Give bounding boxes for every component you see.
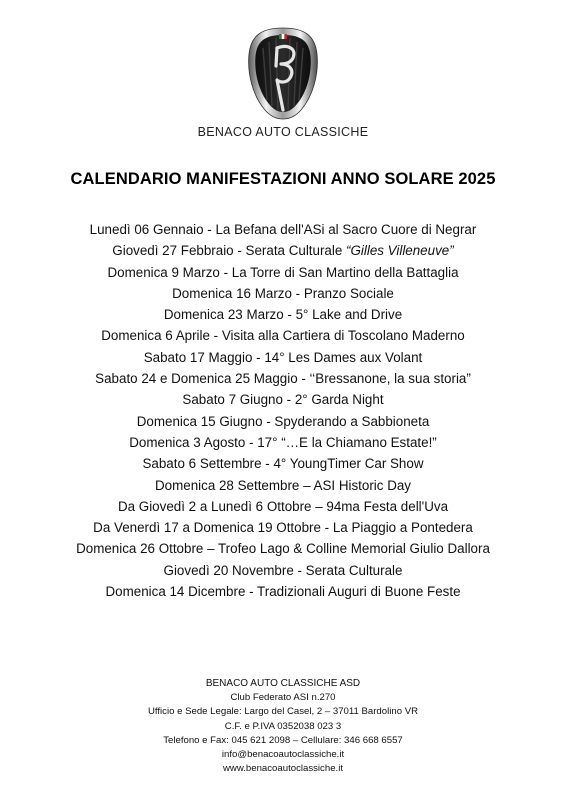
footer-org-name: BENACO AUTO CLASSICHE ASD	[205, 678, 361, 689]
event-text: Sabato 6 Settembre - 4° YoungTimer Car Show	[142, 456, 424, 472]
footer-email-link[interactable]: info@benacoautoclassiche.it	[221, 749, 345, 761]
footer-phone: Telefono e Fax: 045 621 2098 – Cellulare: 346 668 6557	[163, 734, 403, 746]
event-item	[0, 325, 566, 346]
footer-club: Club Federato ASI n.270	[230, 692, 336, 704]
event-item	[0, 389, 566, 410]
event-text: Domenica 26 Ottobre – Trofeo Lago & Colline Memorial Giulio Dallora	[76, 541, 490, 557]
event-item	[0, 219, 566, 240]
event-text: Domenica 3 Agosto - 17° “…E la Chiamano Estate!”	[129, 434, 437, 450]
event-text: Domenica 15 Giugno - Spyderando a Sabbioneta	[136, 413, 430, 429]
event-highlight: “Gilles Villeneuve”	[346, 243, 454, 259]
event-item	[0, 304, 566, 325]
event-item	[0, 411, 566, 432]
benaco-radiator-grille-logo-icon	[243, 26, 323, 121]
event-text: Domenica 14 Dicembre - Tradizionali Auguri di Buone Feste	[105, 584, 461, 600]
event-text: Sabato 7 Giugno - 2° Garda Night	[182, 392, 384, 408]
event-item	[0, 475, 566, 496]
brand-name: BENACO AUTO CLASSICHE	[197, 125, 369, 139]
footer	[0, 677, 566, 776]
event-text: Giovedì 27 Febbraio - Serata Culturale	[112, 243, 347, 259]
event-text: Domenica 16 Marzo - Pranzo Sociale	[172, 285, 394, 301]
event-text: Giovedì 20 Novembre - Serata Culturale	[163, 562, 403, 578]
event-item	[0, 538, 566, 559]
footer-tax-id: C.F. e P.IVA 0352038 023 3	[224, 720, 342, 732]
event-text: Sabato 24 e Domenica 25 Maggio - ‘‘Bressanone, la sua storia”	[95, 371, 471, 387]
page-title: CALENDARIO MANIFESTAZIONI ANNO SOLARE 2025	[70, 170, 496, 188]
event-text: Domenica 9 Marzo - La Torre di San Martino della Battaglia	[107, 264, 459, 280]
event-text: Da Giovedì 2 a Lunedì 6 Ottobre – 94ma Festa dell'Uva	[117, 498, 449, 514]
event-item	[0, 347, 566, 368]
header	[0, 26, 566, 139]
event-item	[0, 432, 566, 453]
event-text: Domenica 28 Settembre – ASI Historic Day	[154, 477, 412, 493]
event-item	[0, 240, 566, 261]
event-item	[0, 453, 566, 474]
event-item	[0, 581, 566, 602]
event-item	[0, 283, 566, 304]
event-list	[0, 219, 566, 602]
footer-website-link[interactable]: www.benacoautoclassiche.it	[223, 763, 343, 775]
event-item	[0, 262, 566, 283]
event-text: Domenica 23 Marzo - 5° Lake and Drive	[163, 307, 403, 323]
event-text: Lunedì 06 Gennaio - La Befana dell'ASi al Sacro Cuore di Negrar	[89, 222, 477, 237]
event-item	[0, 517, 566, 538]
event-item	[0, 496, 566, 517]
footer-office-address: Ufficio e Sede Legale: Largo del Casel, 2 – 37011 Bardolino VR	[147, 706, 419, 718]
event-text: Da Venerdì 17 a Domenica 19 Ottobre - La Piaggio a Pontedera	[93, 520, 473, 536]
event-text: Domenica 6 Aprile - Visita alla Cartiera di Toscolano Maderno	[101, 328, 465, 344]
event-text: Sabato 17 Maggio - 14° Les Dames aux Volant	[143, 349, 423, 365]
event-item	[0, 560, 566, 581]
event-item	[0, 368, 566, 389]
